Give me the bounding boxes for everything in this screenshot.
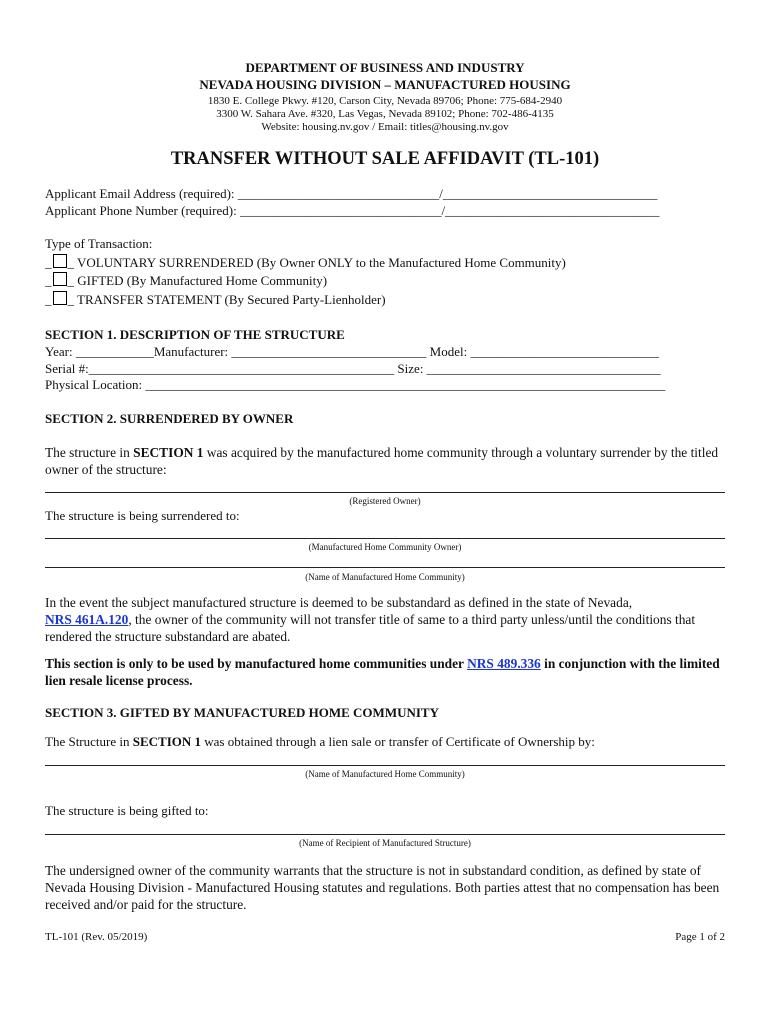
section2-intro-paragraph xyxy=(45,444,730,478)
text-run: was obtained through a lien sale or transfer of Certificate of Ownership by: xyxy=(201,734,595,749)
text-run: The Structure in xyxy=(45,734,133,749)
checkbox-prefix: _ xyxy=(45,273,52,288)
page-number: Page 1 of 2 xyxy=(675,931,725,943)
gifting-community-caption: (Name of Manufactured Home Community) xyxy=(305,769,465,779)
serial-size-fields[interactable]: Serial #:_______________________________________________ Size: ____________________________________ xyxy=(45,361,661,376)
text-run: , the owner of the community will not transfer title of same to a third party unless/until the conditions that rendered the structure substandard are abated. xyxy=(45,612,696,644)
substandard-paragraph xyxy=(45,594,735,645)
community-name-caption: (Name of Manufactured Home Community) xyxy=(305,572,465,582)
address-carson-city: 1830 E. College Pkwy. #120, Carson City, Nevada 89706; Phone: 775-684-2940 xyxy=(207,95,563,107)
option-gifted[interactable] xyxy=(45,272,327,289)
community-name-line[interactable] xyxy=(45,567,725,568)
gifting-community-line[interactable] xyxy=(45,765,725,766)
nrs-461a-120-link[interactable]: NRS 461A.120 xyxy=(45,612,129,627)
option-voluntary-surrendered[interactable] xyxy=(45,254,566,271)
text-run: In the event the subject manufactured structure is deemed to be substandard as defined in the state of Nevada, xyxy=(45,595,633,610)
department-title: DEPARTMENT OF BUSINESS AND INDUSTRY xyxy=(245,60,525,75)
registered-owner-line[interactable] xyxy=(45,492,725,493)
community-owner-line[interactable] xyxy=(45,538,725,539)
checkbox-prefix: _ xyxy=(45,292,52,307)
limited-lien-notice xyxy=(45,655,730,689)
section-reference: SECTION 1 xyxy=(132,734,202,749)
nrs-489-336-link[interactable]: NRS 489.336 xyxy=(467,656,541,671)
voluntary-surrendered-label: VOLUNTARY SURRENDERED (By Owner ONLY to the Manufactured Home Community) xyxy=(77,255,566,270)
website-email: Website: housing.nv.gov / Email: titles@housing.nv.gov xyxy=(261,121,509,133)
registered-owner-caption: (Registered Owner) xyxy=(349,496,421,506)
physical-location-field[interactable]: Physical Location: ________________________________________________________________________________ xyxy=(45,377,666,392)
form-revision: TL-101 (Rev. 05/2019) xyxy=(45,931,148,943)
surrendered-to-label: The structure is being surrendered to: xyxy=(45,508,240,523)
text-run: in conjunction with the limited lien resale license process. xyxy=(45,656,720,688)
section2-heading: SECTION 2. SURRENDERED BY OWNER xyxy=(45,411,294,426)
community-owner-caption: (Manufactured Home Community Owner) xyxy=(308,542,462,552)
recipient-line[interactable] xyxy=(45,834,725,835)
year-manufacturer-model-fields[interactable]: Year: ____________Manufacturer: ______________________________ Model: _____________________________ xyxy=(45,344,659,359)
warranty-paragraph: The undersigned owner of the community warrants that the structure is not in substandard condition, as defined by state of Nevada Housing Division - Manufactured Housing statutes and regulations. Both parties attest that no compensation has been received and/or paid for the structure. xyxy=(45,863,720,912)
section3-heading: SECTION 3. GIFTED BY MANUFACTURED HOME COMMUNITY xyxy=(45,705,439,720)
address-las-vegas: 3300 W. Sahara Ave. #320, Las Vegas, Nevada 89102; Phone: 702-486-4135 xyxy=(216,108,554,120)
section-reference: SECTION 1 xyxy=(133,445,204,460)
voluntary-surrendered-checkbox[interactable] xyxy=(53,254,67,268)
transfer-statement-label: TRANSFER STATEMENT (By Secured Party-Lienholder) xyxy=(77,292,386,307)
option-transfer-statement[interactable] xyxy=(45,291,386,308)
checkbox-prefix: _ xyxy=(45,255,52,270)
gifted-to-label: The structure is being gifted to: xyxy=(45,803,209,818)
form-title: TRANSFER WITHOUT SALE AFFIDAVIT (TL-101) xyxy=(170,149,600,169)
transfer-statement-checkbox[interactable] xyxy=(53,291,67,305)
applicant-phone-field[interactable]: Applicant Phone Number (required): _______________________________/_________________________________ xyxy=(45,203,660,218)
text-run: was acquired by the manufactured home community through a voluntary surrender by the titled owner of the structure: xyxy=(45,445,719,477)
gifted-checkbox[interactable] xyxy=(53,272,67,286)
text-run: The structure in xyxy=(45,445,134,460)
section3-intro xyxy=(45,734,595,750)
checkbox-suffix: _ xyxy=(67,255,78,270)
text-run: This section is only to be used by manufactured home communities under xyxy=(45,656,468,671)
gifted-label: GIFTED (By Manufactured Home Community) xyxy=(77,273,328,288)
division-title: NEVADA HOUSING DIVISION – MANUFACTURED HOUSING xyxy=(199,77,571,92)
checkbox-suffix: _ xyxy=(67,273,78,288)
recipient-caption: (Name of Recipient of Manufactured Structure) xyxy=(299,838,471,848)
section1-heading: SECTION 1. DESCRIPTION OF THE STRUCTURE xyxy=(45,327,345,342)
applicant-email-field[interactable]: Applicant Email Address (required): _______________________________/_________________________________ xyxy=(45,186,658,201)
checkbox-suffix: _ xyxy=(67,292,78,307)
transaction-type-label: Type of Transaction: xyxy=(45,236,153,251)
